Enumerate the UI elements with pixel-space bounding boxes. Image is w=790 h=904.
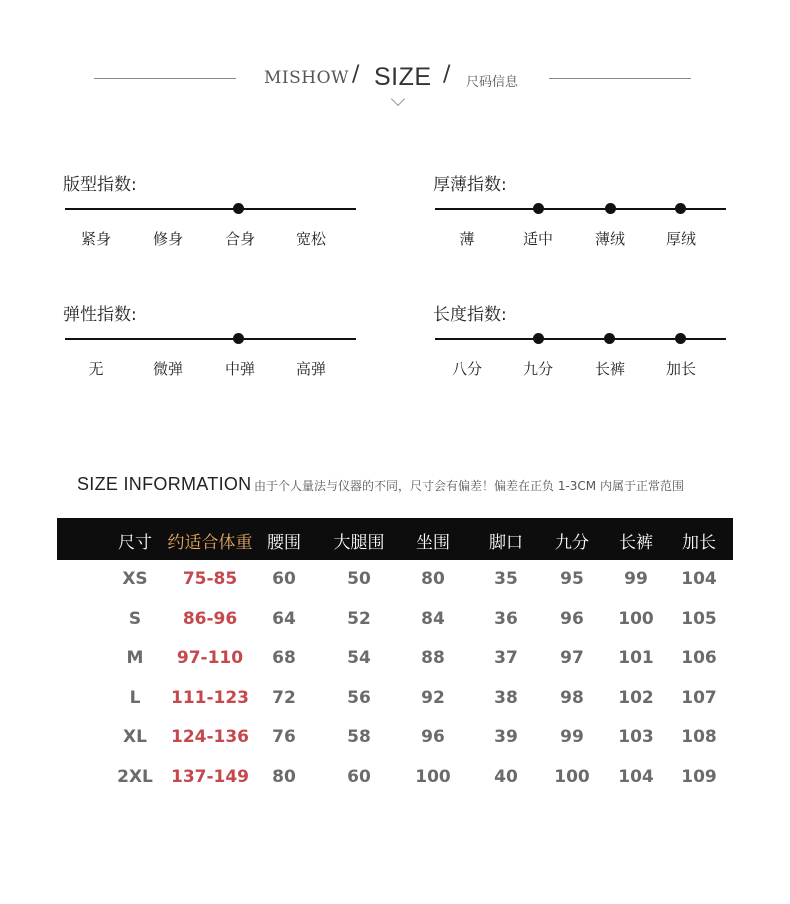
header-waist: 腰围 — [267, 533, 301, 553]
table-row — [0, 727, 790, 767]
elasticity-option-0: 无 — [88, 360, 104, 378]
length-index-title: 长度指数: — [433, 305, 507, 325]
cell-cropped: 99 — [560, 727, 584, 747]
cell-hip: 100 — [415, 767, 451, 787]
cell-hem: 36 — [494, 609, 518, 629]
size-info-title: SIZE INFORMATION — [77, 474, 252, 494]
cell-waist: 76 — [272, 727, 296, 747]
length-dot-3 — [675, 333, 686, 344]
length-option-3: 加长 — [665, 360, 696, 378]
size-info-note: 由于个人量法与仪器的不同，尺寸会有偏差！偏差在正负 1-3CM 内属于正常范围 — [254, 479, 684, 493]
cell-weight: 137-149 — [170, 767, 250, 787]
cell-waist: 60 — [272, 569, 296, 589]
elasticity-index-title: 弹性指数: — [63, 305, 137, 325]
page-subtitle: 尺码信息 — [466, 75, 519, 90]
cell-hip: 80 — [421, 569, 445, 589]
table-row — [0, 609, 790, 649]
table-row — [0, 688, 790, 728]
header-long: 长裤 — [619, 533, 653, 553]
cell-hem: 39 — [494, 727, 518, 747]
cell-cropped: 96 — [560, 609, 584, 629]
fit-index-title: 版型指数: — [63, 175, 137, 195]
cell-thigh: 60 — [347, 767, 371, 787]
cell-hem: 38 — [494, 688, 518, 708]
thickness-option-2: 薄绒 — [594, 230, 625, 248]
header-thigh: 大腿围 — [333, 533, 385, 553]
fit-option-1: 修身 — [152, 230, 183, 248]
cell-long: 104 — [618, 767, 654, 787]
cell-extra-long: 109 — [681, 767, 717, 787]
fit-index — [63, 170, 363, 270]
cell-size: M — [126, 648, 144, 668]
cell-hem: 40 — [494, 767, 518, 787]
chevron-down-icon — [391, 92, 405, 106]
table-row — [0, 569, 790, 609]
elasticity-option-2: 中弹 — [224, 360, 255, 378]
fit-option-2: 合身 — [224, 230, 255, 248]
cell-size: XS — [122, 569, 148, 589]
length-option-1: 九分 — [522, 360, 553, 378]
cell-hip: 84 — [421, 609, 445, 629]
thickness-dot-1 — [533, 203, 544, 214]
length-dot-1 — [533, 333, 544, 344]
length-option-2: 长裤 — [594, 360, 625, 378]
cell-weight: 86-96 — [182, 609, 238, 629]
length-index — [433, 300, 733, 400]
cell-long: 103 — [618, 727, 654, 747]
size-table-header — [57, 518, 733, 560]
cell-thigh: 58 — [347, 727, 371, 747]
fit-selected-dot — [233, 203, 244, 214]
cell-size: L — [129, 688, 141, 708]
cell-hem: 37 — [494, 648, 518, 668]
thickness-option-1: 适中 — [522, 230, 553, 248]
fit-option-0: 紧身 — [80, 230, 111, 248]
cell-long: 102 — [618, 688, 654, 708]
cell-size: S — [128, 609, 142, 629]
thickness-dot-3 — [675, 203, 686, 214]
cell-weight: 97-110 — [176, 648, 244, 668]
elasticity-option-3: 高弹 — [295, 360, 326, 378]
header-extra-long: 加长 — [682, 533, 716, 553]
cell-weight: 111-123 — [170, 688, 250, 708]
brand-name: MISHOW — [264, 68, 350, 88]
cell-extra-long: 104 — [681, 569, 717, 589]
length-option-0: 八分 — [451, 360, 482, 378]
cell-size: XL — [123, 727, 147, 747]
cell-long: 100 — [618, 609, 654, 629]
header-cropped: 九分 — [555, 533, 589, 553]
cell-cropped: 95 — [560, 569, 584, 589]
cell-extra-long: 106 — [681, 648, 717, 668]
header-slash-left: / — [352, 62, 360, 87]
cell-weight: 75-85 — [182, 569, 238, 589]
cell-thigh: 50 — [347, 569, 371, 589]
header-hip: 坐围 — [416, 533, 450, 553]
cell-cropped: 98 — [560, 688, 584, 708]
fit-option-3: 宽松 — [295, 230, 326, 248]
header-rule-right — [549, 78, 691, 79]
cell-long: 99 — [624, 569, 648, 589]
elasticity-index — [63, 300, 363, 400]
header-rule-left — [94, 78, 236, 79]
thickness-dot-2 — [605, 203, 616, 214]
table-row — [0, 648, 790, 688]
cell-thigh: 52 — [347, 609, 371, 629]
cell-hip: 88 — [421, 648, 445, 668]
cell-size: 2XL — [117, 767, 153, 787]
fit-index-scale — [65, 208, 356, 210]
cell-waist: 68 — [272, 648, 296, 668]
thickness-index-title: 厚薄指数: — [433, 175, 507, 195]
elasticity-selected-dot — [233, 333, 244, 344]
cell-extra-long: 107 — [681, 688, 717, 708]
cell-weight: 124-136 — [170, 727, 250, 747]
thickness-option-3: 厚绒 — [665, 230, 696, 248]
thickness-option-0: 薄 — [459, 230, 475, 248]
header-size: 尺寸 — [118, 533, 152, 553]
cell-waist: 72 — [272, 688, 296, 708]
cell-cropped: 100 — [554, 767, 590, 787]
page-title: SIZE — [374, 63, 432, 91]
table-row — [0, 767, 790, 807]
cell-waist: 64 — [272, 609, 296, 629]
length-dot-2 — [604, 333, 615, 344]
cell-thigh: 56 — [347, 688, 371, 708]
cell-extra-long: 105 — [681, 609, 717, 629]
cell-hip: 92 — [421, 688, 445, 708]
cell-waist: 80 — [272, 767, 296, 787]
cell-extra-long: 108 — [681, 727, 717, 747]
thickness-index — [433, 170, 733, 270]
elasticity-option-1: 微弹 — [152, 360, 183, 378]
cell-hip: 96 — [421, 727, 445, 747]
cell-long: 101 — [618, 648, 654, 668]
elasticity-index-scale — [65, 338, 356, 340]
header-hem: 脚口 — [489, 533, 523, 553]
cell-hem: 35 — [494, 569, 518, 589]
cell-cropped: 97 — [560, 648, 584, 668]
header-weight: 约适合体重 — [167, 533, 253, 553]
header-slash-right: / — [443, 62, 451, 87]
cell-thigh: 54 — [347, 648, 371, 668]
